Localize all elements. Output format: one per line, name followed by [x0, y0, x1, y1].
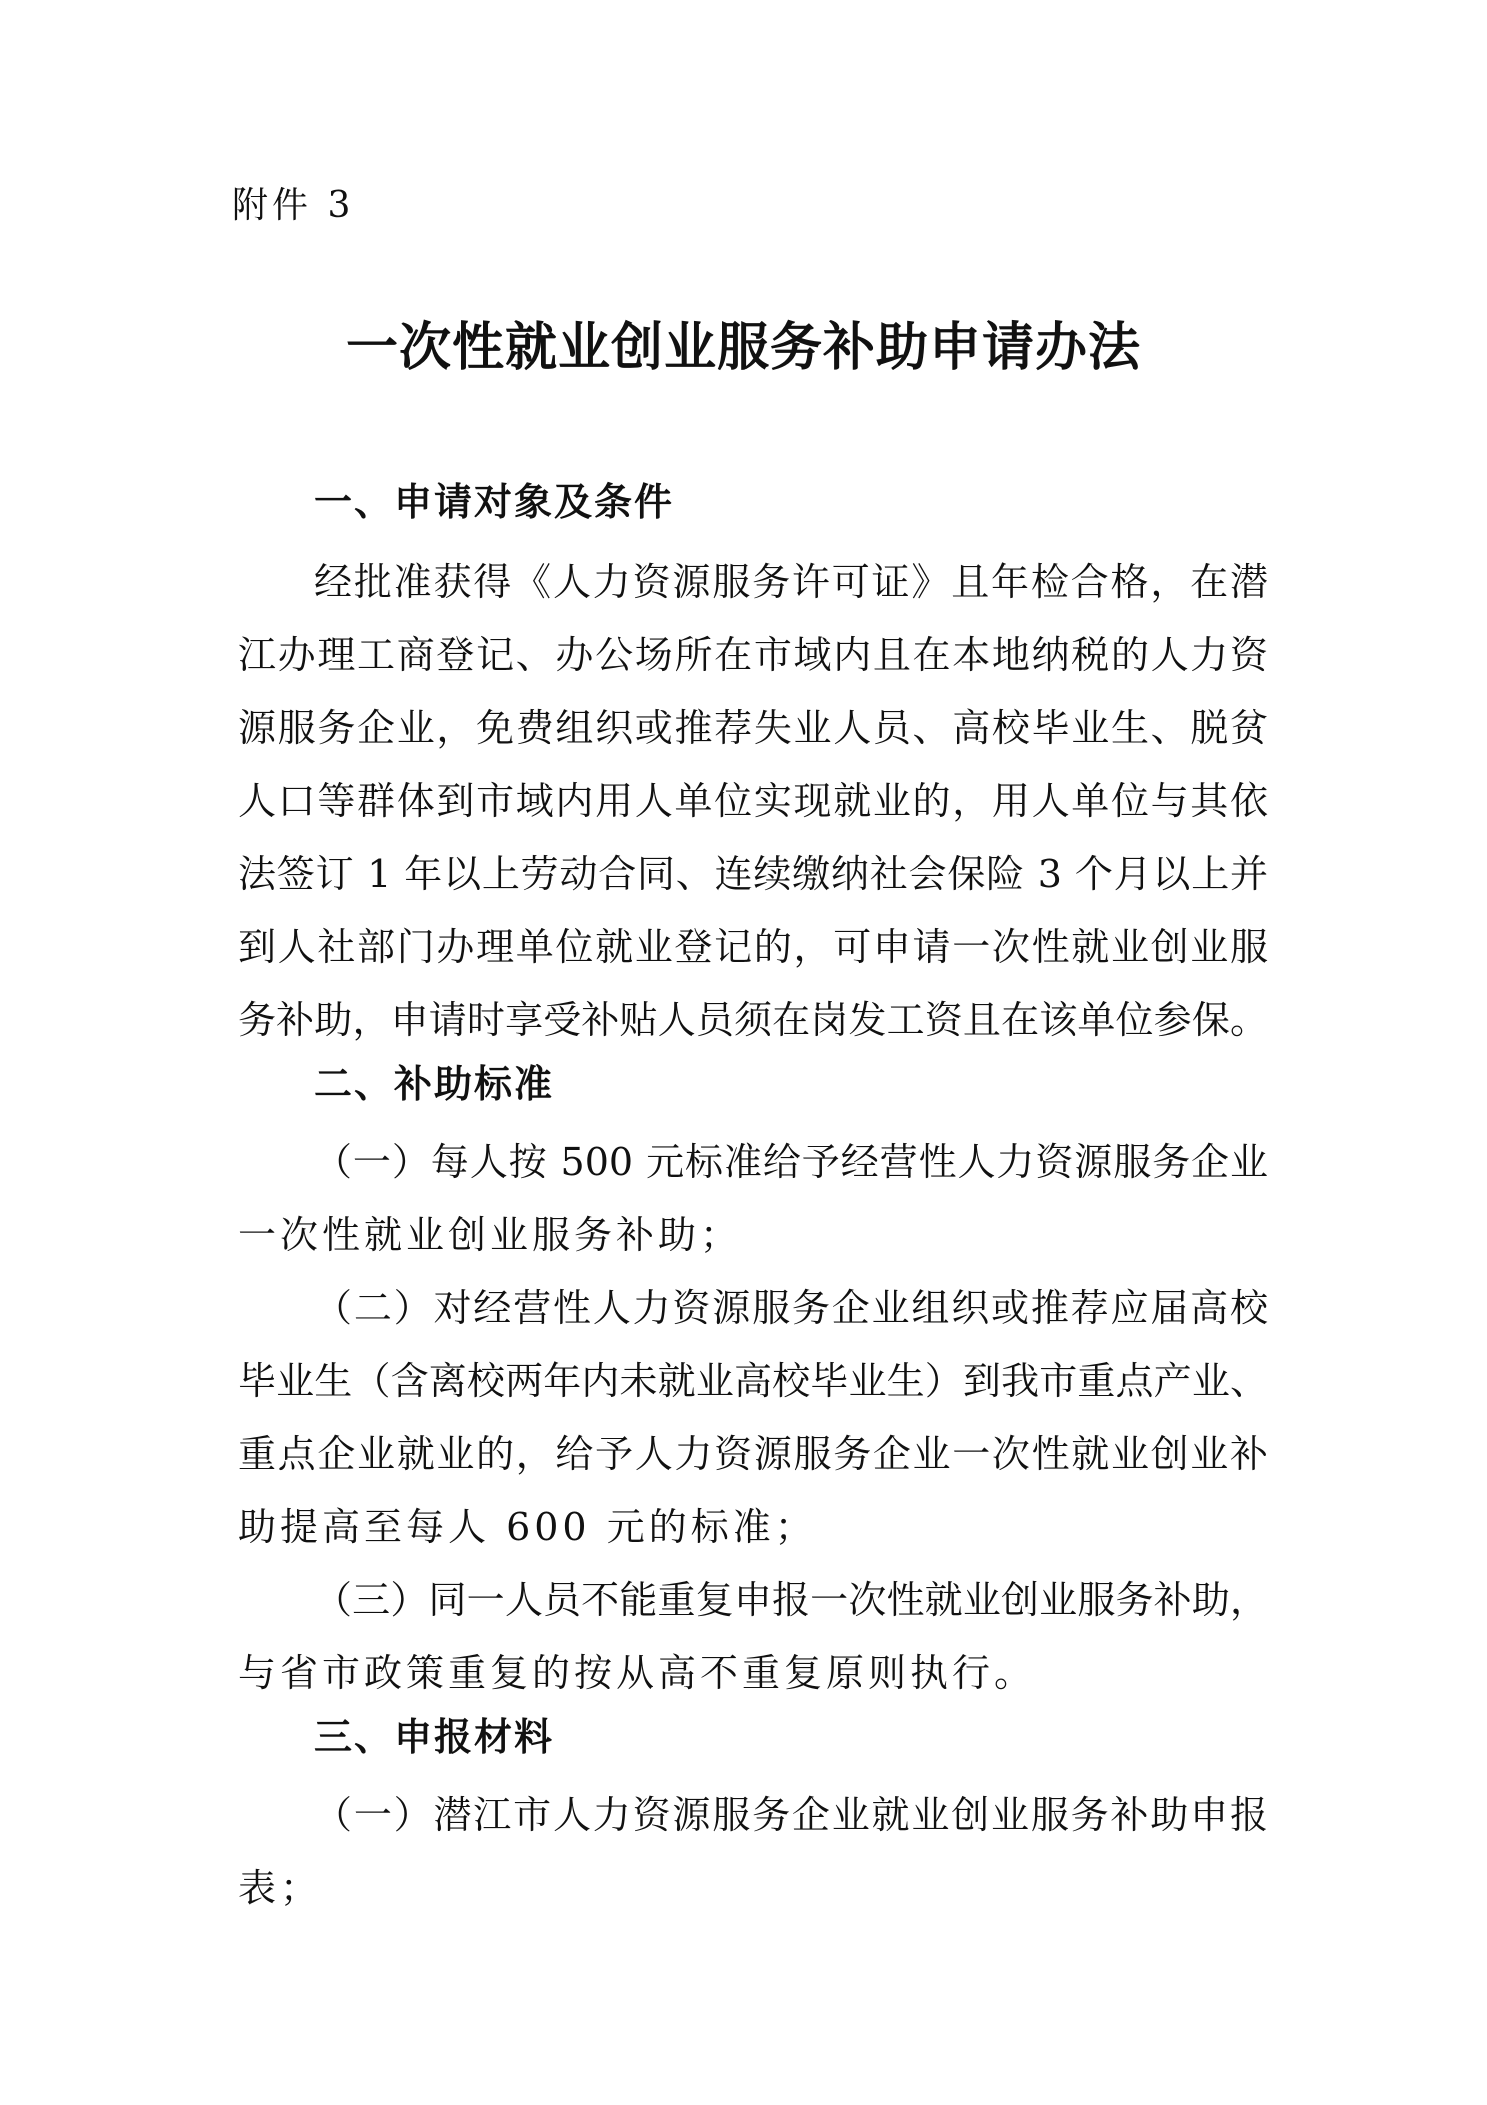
paragraph-line: 一次性就业创业服务补助；	[238, 1213, 743, 1257]
paragraph-line: 毕业生（含离校两年内未就业高校毕业生）到我市重点产业、	[238, 1359, 1268, 1403]
paragraph-line: （一）每人按 500 元标准给予经营性人力资源服务企业	[314, 1140, 1268, 1184]
paragraph-line: （二）对经营性人力资源服务企业组织或推荐应届高校	[314, 1286, 1268, 1330]
paragraph-line: 到人社部门办理单位就业登记的，可申请一次性就业创业服	[238, 925, 1268, 969]
paragraph-line: 务补助，申请时享受补贴人员须在岗发工资且在该单位参保。	[238, 998, 1268, 1042]
attachment-label: 附件 3	[232, 185, 355, 226]
paragraph-line: 重点企业就业的，给予人力资源服务企业一次性就业创业补	[238, 1432, 1268, 1476]
paragraph-line: 与省市政策重复的按从高不重复原则执行。	[238, 1651, 1037, 1695]
paragraph-line: 经批准获得《人力资源服务许可证》且年检合格，在潜	[314, 560, 1268, 604]
section-heading-3: 三、申报材料	[314, 1715, 555, 1759]
paragraph-line: （一）潜江市人力资源服务企业就业创业服务补助申报	[314, 1793, 1268, 1837]
paragraph-line: 助提高至每人 600 元的标准；	[238, 1505, 817, 1549]
paragraph-line: 表；	[238, 1866, 323, 1910]
paragraph-line: 法签订 1 年以上劳动合同、连续缴纳社会保险 3 个月以上并	[238, 852, 1268, 896]
paragraph-line: （三）同一人员不能重复申报一次性就业创业服务补助，	[314, 1578, 1268, 1622]
paragraph-line: 源服务企业，免费组织或推荐失业人员、高校毕业生、脱贫	[238, 706, 1268, 750]
paragraph-line: 人口等群体到市域内用人单位实现就业的，用人单位与其依	[238, 779, 1268, 823]
paragraph-line: 江办理工商登记、办公场所在市域内且在本地纳税的人力资	[238, 633, 1268, 677]
section-heading-1: 一、申请对象及条件	[314, 480, 675, 524]
document-title: 一次性就业创业服务补助申请办法	[345, 318, 1141, 378]
section-heading-2: 二、补助标准	[314, 1062, 555, 1106]
